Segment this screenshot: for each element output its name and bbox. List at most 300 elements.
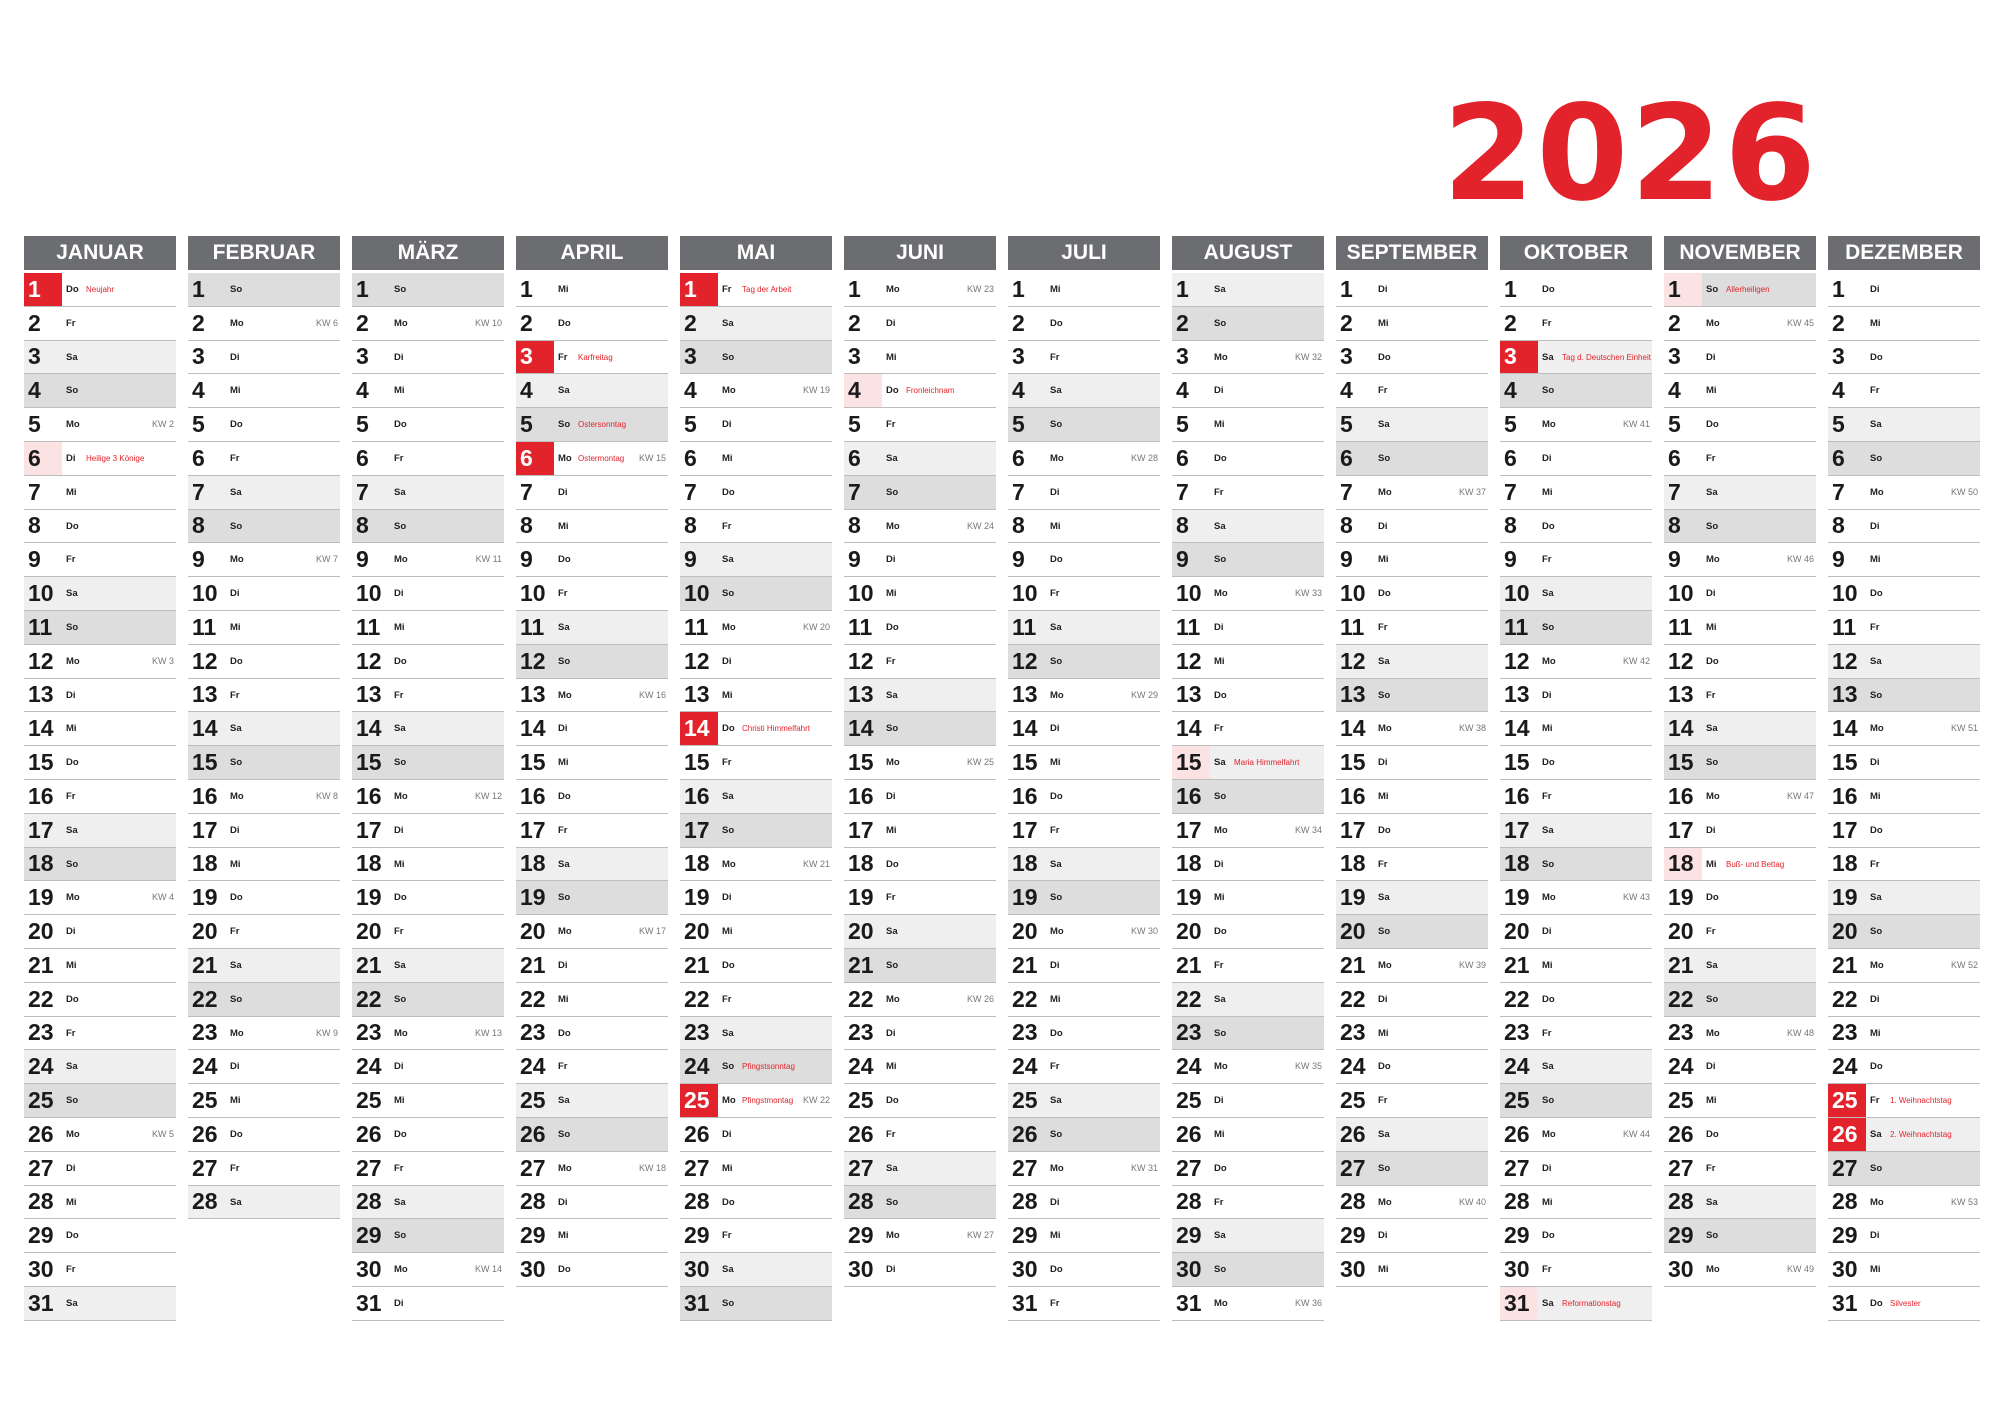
day-cell[interactable]: [1500, 611, 1652, 645]
day-cell[interactable]: [680, 307, 832, 341]
day-cell[interactable]: [1172, 1253, 1324, 1287]
day-cell[interactable]: [680, 915, 832, 949]
day-cell[interactable]: [352, 645, 504, 679]
day-cell[interactable]: [24, 1118, 176, 1152]
day-cell[interactable]: [352, 273, 504, 307]
day-cell[interactable]: [1828, 1084, 1980, 1118]
day-cell[interactable]: [1172, 442, 1324, 476]
day-cell[interactable]: [844, 1253, 996, 1287]
day-cell[interactable]: [352, 712, 504, 746]
day-cell[interactable]: [352, 510, 504, 544]
day-cell[interactable]: [1500, 1152, 1652, 1186]
day-cell[interactable]: [24, 1287, 176, 1321]
day-cell[interactable]: [352, 949, 504, 983]
day-cell[interactable]: [516, 1219, 668, 1253]
day-cell[interactable]: [24, 746, 176, 780]
day-cell[interactable]: [1828, 1253, 1980, 1287]
day-cell[interactable]: [1828, 915, 1980, 949]
day-cell[interactable]: [1336, 645, 1488, 679]
day-cell[interactable]: [1336, 611, 1488, 645]
day-cell[interactable]: [188, 949, 340, 983]
day-cell[interactable]: [1336, 307, 1488, 341]
day-cell[interactable]: [844, 341, 996, 375]
day-cell[interactable]: [516, 1152, 668, 1186]
day-cell[interactable]: [844, 1050, 996, 1084]
day-cell[interactable]: [352, 374, 504, 408]
day-cell[interactable]: [1008, 307, 1160, 341]
day-cell[interactable]: [1664, 814, 1816, 848]
day-cell[interactable]: [24, 949, 176, 983]
day-cell[interactable]: [188, 1118, 340, 1152]
day-cell[interactable]: [1336, 679, 1488, 713]
day-cell[interactable]: [516, 1118, 668, 1152]
day-cell[interactable]: [352, 341, 504, 375]
day-cell[interactable]: [1500, 679, 1652, 713]
day-cell[interactable]: [1500, 273, 1652, 307]
day-cell[interactable]: [1500, 577, 1652, 611]
day-cell[interactable]: [1664, 1017, 1816, 1051]
day-cell[interactable]: [1336, 915, 1488, 949]
day-cell[interactable]: [1172, 1017, 1324, 1051]
day-cell[interactable]: [188, 408, 340, 442]
day-cell[interactable]: [516, 341, 668, 375]
day-cell[interactable]: [516, 408, 668, 442]
day-cell[interactable]: [188, 746, 340, 780]
day-cell[interactable]: [1172, 476, 1324, 510]
day-cell[interactable]: [1500, 1050, 1652, 1084]
day-cell[interactable]: [1500, 341, 1652, 375]
day-cell[interactable]: [1828, 881, 1980, 915]
day-cell[interactable]: [1336, 983, 1488, 1017]
day-cell[interactable]: [680, 442, 832, 476]
day-cell[interactable]: [24, 1050, 176, 1084]
day-cell[interactable]: [1828, 611, 1980, 645]
day-cell[interactable]: [352, 848, 504, 882]
day-cell[interactable]: [352, 577, 504, 611]
day-cell[interactable]: [1172, 611, 1324, 645]
day-cell[interactable]: [1828, 645, 1980, 679]
day-cell[interactable]: [1336, 1219, 1488, 1253]
day-cell[interactable]: [1664, 442, 1816, 476]
day-cell[interactable]: [516, 510, 668, 544]
day-cell[interactable]: [680, 679, 832, 713]
day-cell[interactable]: [1336, 1186, 1488, 1220]
day-cell[interactable]: [352, 1253, 504, 1287]
day-cell[interactable]: [1336, 814, 1488, 848]
day-cell[interactable]: [680, 983, 832, 1017]
day-cell[interactable]: [1664, 577, 1816, 611]
day-cell[interactable]: [1172, 543, 1324, 577]
day-cell[interactable]: [1500, 814, 1652, 848]
day-cell[interactable]: [1828, 712, 1980, 746]
day-cell[interactable]: [1008, 679, 1160, 713]
day-cell[interactable]: [680, 1219, 832, 1253]
day-cell[interactable]: [1828, 746, 1980, 780]
day-cell[interactable]: [1172, 915, 1324, 949]
day-cell[interactable]: [680, 1152, 832, 1186]
day-cell[interactable]: [516, 307, 668, 341]
day-cell[interactable]: [1336, 848, 1488, 882]
day-cell[interactable]: [680, 510, 832, 544]
day-cell[interactable]: [680, 881, 832, 915]
day-cell[interactable]: [1008, 1253, 1160, 1287]
day-cell[interactable]: [1172, 1050, 1324, 1084]
day-cell[interactable]: [1008, 915, 1160, 949]
day-cell[interactable]: [1008, 1050, 1160, 1084]
day-cell[interactable]: [24, 543, 176, 577]
day-cell[interactable]: [680, 476, 832, 510]
day-cell[interactable]: [24, 679, 176, 713]
day-cell[interactable]: [680, 780, 832, 814]
day-cell[interactable]: [1008, 848, 1160, 882]
day-cell[interactable]: [1008, 341, 1160, 375]
day-cell[interactable]: [1828, 408, 1980, 442]
day-cell[interactable]: [1500, 645, 1652, 679]
day-cell[interactable]: [1172, 1219, 1324, 1253]
day-cell[interactable]: [188, 1017, 340, 1051]
day-cell[interactable]: [1664, 374, 1816, 408]
day-cell[interactable]: [516, 577, 668, 611]
day-cell[interactable]: [844, 374, 996, 408]
day-cell[interactable]: [188, 374, 340, 408]
day-cell[interactable]: [1172, 645, 1324, 679]
day-cell[interactable]: [352, 307, 504, 341]
day-cell[interactable]: [844, 1118, 996, 1152]
day-cell[interactable]: [844, 476, 996, 510]
day-cell[interactable]: [1828, 983, 1980, 1017]
day-cell[interactable]: [352, 983, 504, 1017]
day-cell[interactable]: [1336, 1084, 1488, 1118]
day-cell[interactable]: [844, 577, 996, 611]
day-cell[interactable]: [516, 949, 668, 983]
day-cell[interactable]: [1500, 746, 1652, 780]
day-cell[interactable]: [1008, 1287, 1160, 1321]
day-cell[interactable]: [1828, 442, 1980, 476]
day-cell[interactable]: [1172, 374, 1324, 408]
day-cell[interactable]: [1664, 712, 1816, 746]
day-cell[interactable]: [1828, 510, 1980, 544]
day-cell[interactable]: [1008, 983, 1160, 1017]
day-cell[interactable]: [1336, 1253, 1488, 1287]
day-cell[interactable]: [680, 1287, 832, 1321]
day-cell[interactable]: [352, 915, 504, 949]
day-cell[interactable]: [1172, 1287, 1324, 1321]
day-cell[interactable]: [352, 476, 504, 510]
day-cell[interactable]: [1172, 780, 1324, 814]
day-cell[interactable]: [844, 1219, 996, 1253]
day-cell[interactable]: [24, 881, 176, 915]
day-cell[interactable]: [188, 1152, 340, 1186]
day-cell[interactable]: [352, 408, 504, 442]
day-cell[interactable]: [24, 341, 176, 375]
day-cell[interactable]: [1664, 848, 1816, 882]
day-cell[interactable]: [1828, 1152, 1980, 1186]
day-cell[interactable]: [1664, 1186, 1816, 1220]
day-cell[interactable]: [1828, 577, 1980, 611]
day-cell[interactable]: [516, 1017, 668, 1051]
day-cell[interactable]: [1172, 307, 1324, 341]
day-cell[interactable]: [1500, 848, 1652, 882]
day-cell[interactable]: [352, 1017, 504, 1051]
day-cell[interactable]: [1008, 408, 1160, 442]
day-cell[interactable]: [1008, 881, 1160, 915]
day-cell[interactable]: [188, 442, 340, 476]
day-cell[interactable]: [1500, 881, 1652, 915]
day-cell[interactable]: [1500, 983, 1652, 1017]
day-cell[interactable]: [1008, 476, 1160, 510]
day-cell[interactable]: [1336, 442, 1488, 476]
day-cell[interactable]: [1664, 1253, 1816, 1287]
day-cell[interactable]: [1172, 881, 1324, 915]
day-cell[interactable]: [844, 442, 996, 476]
day-cell[interactable]: [1500, 1186, 1652, 1220]
day-cell[interactable]: [680, 273, 832, 307]
day-cell[interactable]: [1500, 1017, 1652, 1051]
day-cell[interactable]: [352, 1152, 504, 1186]
day-cell[interactable]: [1336, 341, 1488, 375]
day-cell[interactable]: [1336, 949, 1488, 983]
day-cell[interactable]: [680, 1118, 832, 1152]
day-cell[interactable]: [1336, 1017, 1488, 1051]
day-cell[interactable]: [1336, 881, 1488, 915]
day-cell[interactable]: [516, 476, 668, 510]
day-cell[interactable]: [516, 746, 668, 780]
day-cell[interactable]: [24, 1017, 176, 1051]
day-cell[interactable]: [1664, 611, 1816, 645]
day-cell[interactable]: [680, 814, 832, 848]
day-cell[interactable]: [188, 1186, 340, 1220]
day-cell[interactable]: [516, 1050, 668, 1084]
day-cell[interactable]: [1828, 307, 1980, 341]
day-cell[interactable]: [1336, 1152, 1488, 1186]
day-cell[interactable]: [24, 848, 176, 882]
day-cell[interactable]: [844, 1084, 996, 1118]
day-cell[interactable]: [1172, 1118, 1324, 1152]
day-cell[interactable]: [844, 408, 996, 442]
day-cell[interactable]: [1008, 780, 1160, 814]
day-cell[interactable]: [352, 814, 504, 848]
day-cell[interactable]: [1500, 915, 1652, 949]
day-cell[interactable]: [1828, 848, 1980, 882]
day-cell[interactable]: [1664, 915, 1816, 949]
day-cell[interactable]: [844, 881, 996, 915]
day-cell[interactable]: [188, 814, 340, 848]
day-cell[interactable]: [1664, 780, 1816, 814]
day-cell[interactable]: [516, 273, 668, 307]
day-cell[interactable]: [1336, 577, 1488, 611]
day-cell[interactable]: [1336, 780, 1488, 814]
day-cell[interactable]: [352, 611, 504, 645]
day-cell[interactable]: [1172, 341, 1324, 375]
day-cell[interactable]: [1664, 273, 1816, 307]
day-cell[interactable]: [680, 408, 832, 442]
day-cell[interactable]: [1336, 712, 1488, 746]
day-cell[interactable]: [1828, 1118, 1980, 1152]
day-cell[interactable]: [1500, 374, 1652, 408]
day-cell[interactable]: [188, 1050, 340, 1084]
day-cell[interactable]: [24, 307, 176, 341]
day-cell[interactable]: [680, 1050, 832, 1084]
day-cell[interactable]: [188, 915, 340, 949]
day-cell[interactable]: [188, 510, 340, 544]
day-cell[interactable]: [188, 273, 340, 307]
day-cell[interactable]: [1664, 746, 1816, 780]
day-cell[interactable]: [1008, 543, 1160, 577]
day-cell[interactable]: [1828, 341, 1980, 375]
day-cell[interactable]: [1172, 510, 1324, 544]
day-cell[interactable]: [1500, 1287, 1652, 1321]
day-cell[interactable]: [352, 746, 504, 780]
day-cell[interactable]: [1664, 1118, 1816, 1152]
day-cell[interactable]: [1336, 746, 1488, 780]
day-cell[interactable]: [516, 915, 668, 949]
day-cell[interactable]: [24, 374, 176, 408]
day-cell[interactable]: [24, 577, 176, 611]
day-cell[interactable]: [24, 1152, 176, 1186]
day-cell[interactable]: [188, 543, 340, 577]
day-cell[interactable]: [844, 307, 996, 341]
day-cell[interactable]: [1664, 679, 1816, 713]
day-cell[interactable]: [1008, 1084, 1160, 1118]
day-cell[interactable]: [680, 1186, 832, 1220]
day-cell[interactable]: [844, 983, 996, 1017]
day-cell[interactable]: [1664, 510, 1816, 544]
day-cell[interactable]: [188, 780, 340, 814]
day-cell[interactable]: [188, 577, 340, 611]
day-cell[interactable]: [1664, 476, 1816, 510]
day-cell[interactable]: [24, 476, 176, 510]
day-cell[interactable]: [844, 949, 996, 983]
day-cell[interactable]: [1172, 712, 1324, 746]
day-cell[interactable]: [24, 780, 176, 814]
day-cell[interactable]: [1500, 1219, 1652, 1253]
day-cell[interactable]: [516, 712, 668, 746]
day-cell[interactable]: [24, 983, 176, 1017]
day-cell[interactable]: [1500, 307, 1652, 341]
day-cell[interactable]: [680, 341, 832, 375]
day-cell[interactable]: [1172, 679, 1324, 713]
day-cell[interactable]: [352, 442, 504, 476]
day-cell[interactable]: [1664, 645, 1816, 679]
day-cell[interactable]: [516, 442, 668, 476]
day-cell[interactable]: [1500, 1253, 1652, 1287]
day-cell[interactable]: [1828, 814, 1980, 848]
day-cell[interactable]: [680, 712, 832, 746]
day-cell[interactable]: [844, 1152, 996, 1186]
day-cell[interactable]: [680, 1253, 832, 1287]
day-cell[interactable]: [844, 712, 996, 746]
day-cell[interactable]: [1172, 408, 1324, 442]
day-cell[interactable]: [1008, 1152, 1160, 1186]
day-cell[interactable]: [24, 273, 176, 307]
day-cell[interactable]: [1172, 273, 1324, 307]
day-cell[interactable]: [1336, 543, 1488, 577]
day-cell[interactable]: [188, 1084, 340, 1118]
day-cell[interactable]: [1008, 273, 1160, 307]
day-cell[interactable]: [1336, 273, 1488, 307]
day-cell[interactable]: [1500, 780, 1652, 814]
day-cell[interactable]: [352, 1219, 504, 1253]
day-cell[interactable]: [24, 510, 176, 544]
day-cell[interactable]: [1008, 374, 1160, 408]
day-cell[interactable]: [352, 543, 504, 577]
day-cell[interactable]: [516, 983, 668, 1017]
day-cell[interactable]: [1500, 712, 1652, 746]
day-cell[interactable]: [24, 814, 176, 848]
day-cell[interactable]: [1664, 341, 1816, 375]
day-cell[interactable]: [1172, 814, 1324, 848]
day-cell[interactable]: [680, 543, 832, 577]
day-cell[interactable]: [844, 510, 996, 544]
day-cell[interactable]: [1008, 577, 1160, 611]
day-cell[interactable]: [1828, 1017, 1980, 1051]
day-cell[interactable]: [844, 679, 996, 713]
day-cell[interactable]: [844, 273, 996, 307]
day-cell[interactable]: [844, 814, 996, 848]
day-cell[interactable]: [680, 1017, 832, 1051]
day-cell[interactable]: [680, 1084, 832, 1118]
day-cell[interactable]: [516, 374, 668, 408]
day-cell[interactable]: [1664, 1152, 1816, 1186]
day-cell[interactable]: [1008, 712, 1160, 746]
day-cell[interactable]: [1828, 949, 1980, 983]
day-cell[interactable]: [844, 848, 996, 882]
day-cell[interactable]: [516, 848, 668, 882]
day-cell[interactable]: [188, 848, 340, 882]
day-cell[interactable]: [1828, 543, 1980, 577]
day-cell[interactable]: [844, 746, 996, 780]
day-cell[interactable]: [1828, 273, 1980, 307]
day-cell[interactable]: [680, 645, 832, 679]
day-cell[interactable]: [188, 645, 340, 679]
day-cell[interactable]: [1172, 949, 1324, 983]
day-cell[interactable]: [1008, 611, 1160, 645]
day-cell[interactable]: [1008, 949, 1160, 983]
day-cell[interactable]: [680, 577, 832, 611]
day-cell[interactable]: [1828, 476, 1980, 510]
day-cell[interactable]: [352, 1186, 504, 1220]
day-cell[interactable]: [516, 611, 668, 645]
day-cell[interactable]: [1172, 848, 1324, 882]
day-cell[interactable]: [24, 1253, 176, 1287]
day-cell[interactable]: [516, 1186, 668, 1220]
day-cell[interactable]: [1500, 510, 1652, 544]
day-cell[interactable]: [516, 881, 668, 915]
day-cell[interactable]: [516, 679, 668, 713]
day-cell[interactable]: [1172, 746, 1324, 780]
day-cell[interactable]: [844, 1017, 996, 1051]
day-cell[interactable]: [24, 1219, 176, 1253]
day-cell[interactable]: [188, 712, 340, 746]
day-cell[interactable]: [844, 543, 996, 577]
day-cell[interactable]: [188, 983, 340, 1017]
day-cell[interactable]: [516, 1253, 668, 1287]
day-cell[interactable]: [1172, 1152, 1324, 1186]
day-cell[interactable]: [680, 746, 832, 780]
day-cell[interactable]: [188, 341, 340, 375]
day-cell[interactable]: [1336, 510, 1488, 544]
day-cell[interactable]: [1172, 1084, 1324, 1118]
day-cell[interactable]: [1336, 408, 1488, 442]
day-cell[interactable]: [1336, 1050, 1488, 1084]
day-cell[interactable]: [516, 1084, 668, 1118]
day-cell[interactable]: [352, 1050, 504, 1084]
day-cell[interactable]: [1828, 1186, 1980, 1220]
day-cell[interactable]: [1664, 881, 1816, 915]
day-cell[interactable]: [1500, 949, 1652, 983]
day-cell[interactable]: [1664, 949, 1816, 983]
day-cell[interactable]: [24, 611, 176, 645]
